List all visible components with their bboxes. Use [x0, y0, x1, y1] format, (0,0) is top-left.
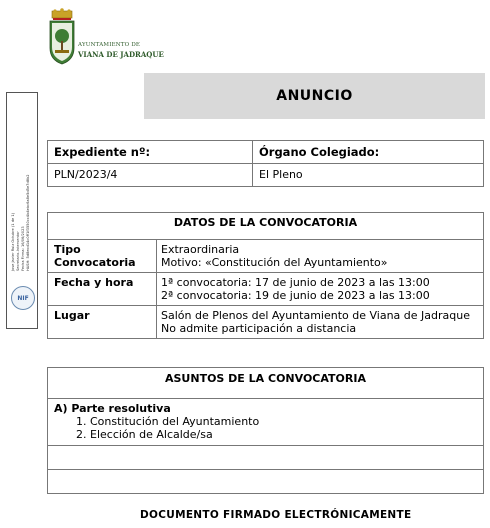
asuntos-body	[48, 399, 484, 446]
value-line: 1ª convocatoria: 17 de junio de 2023 a las 13:00	[161, 276, 430, 289]
logo-caption	[78, 40, 164, 60]
table-row	[48, 240, 484, 273]
table-row	[48, 306, 484, 339]
row-value	[157, 273, 484, 306]
expediente-table	[47, 140, 484, 187]
value-line: 2ª convocatoria: 19 de junio de 2023 a las 13:00	[161, 289, 430, 302]
row-value	[157, 306, 484, 339]
row-label	[48, 240, 157, 273]
signature-line: Fecha Firma: 16/06/2023	[21, 226, 25, 271]
asuntos-caption: ASUNTOS DE LA CONVOCATORIA	[48, 368, 484, 399]
signature-line: Secretario-Interventor	[16, 231, 20, 271]
list-item: 1. Constitución del Ayuntamiento	[90, 415, 477, 428]
convocatoria-caption: DATOS DE LA CONVOCATORIA	[48, 213, 484, 240]
value-line: No admite participación a distancia	[161, 322, 357, 335]
asuntos-list	[54, 415, 477, 441]
value-line: Motivo: «Constitución del Ayuntamiento»	[161, 256, 388, 269]
logo-line-1: AYUNTAMIENTO DE	[78, 42, 141, 48]
label-line: Fecha y hora	[54, 276, 134, 289]
organo-label: Órgano Colegiado:	[253, 141, 484, 164]
row-value	[157, 240, 484, 273]
expediente-label: Expediente nº:	[48, 141, 253, 164]
asuntos-table	[47, 367, 484, 494]
signature-seal-icon: NIF	[11, 286, 35, 310]
organo-value: El Pleno	[253, 164, 484, 187]
signature-line: HASH: 5d8ecd14c0ff1f3550cc4b4ebc6a8e5d5e7d8b2	[26, 174, 30, 271]
label-line: Lugar	[54, 309, 90, 322]
empty-row	[48, 446, 484, 470]
value-line: Salón de Plenos del Ayuntamiento de Viana de Jadraque	[161, 309, 470, 322]
list-item: 2. Elección de Alcalde/sa	[90, 428, 477, 441]
row-label	[48, 306, 157, 339]
label-line: Convocatoria	[54, 256, 136, 269]
label-line: Tipo	[54, 243, 81, 256]
value-line: Extraordinaria	[161, 243, 240, 256]
row-label	[48, 273, 157, 306]
electronic-signature-stamp	[6, 92, 38, 329]
document-title: ANUNCIO	[144, 73, 485, 119]
logo-line-2: VIANA DE JADRAQUE	[78, 50, 164, 59]
coat-of-arms-icon	[46, 8, 78, 66]
signature-line: Jose Javier Ruiz Octubre (1 de 1)	[11, 212, 15, 271]
convocatoria-table	[47, 212, 484, 339]
expediente-value: PLN/2023/4	[48, 164, 253, 187]
empty-row	[48, 470, 484, 494]
signature-text	[10, 101, 34, 271]
asuntos-section-title: A) Parte resolutiva	[54, 402, 171, 415]
table-row	[48, 273, 484, 306]
electronic-signature-notice: DOCUMENTO FIRMADO ELECTRÓNICAMENTE	[140, 509, 412, 521]
